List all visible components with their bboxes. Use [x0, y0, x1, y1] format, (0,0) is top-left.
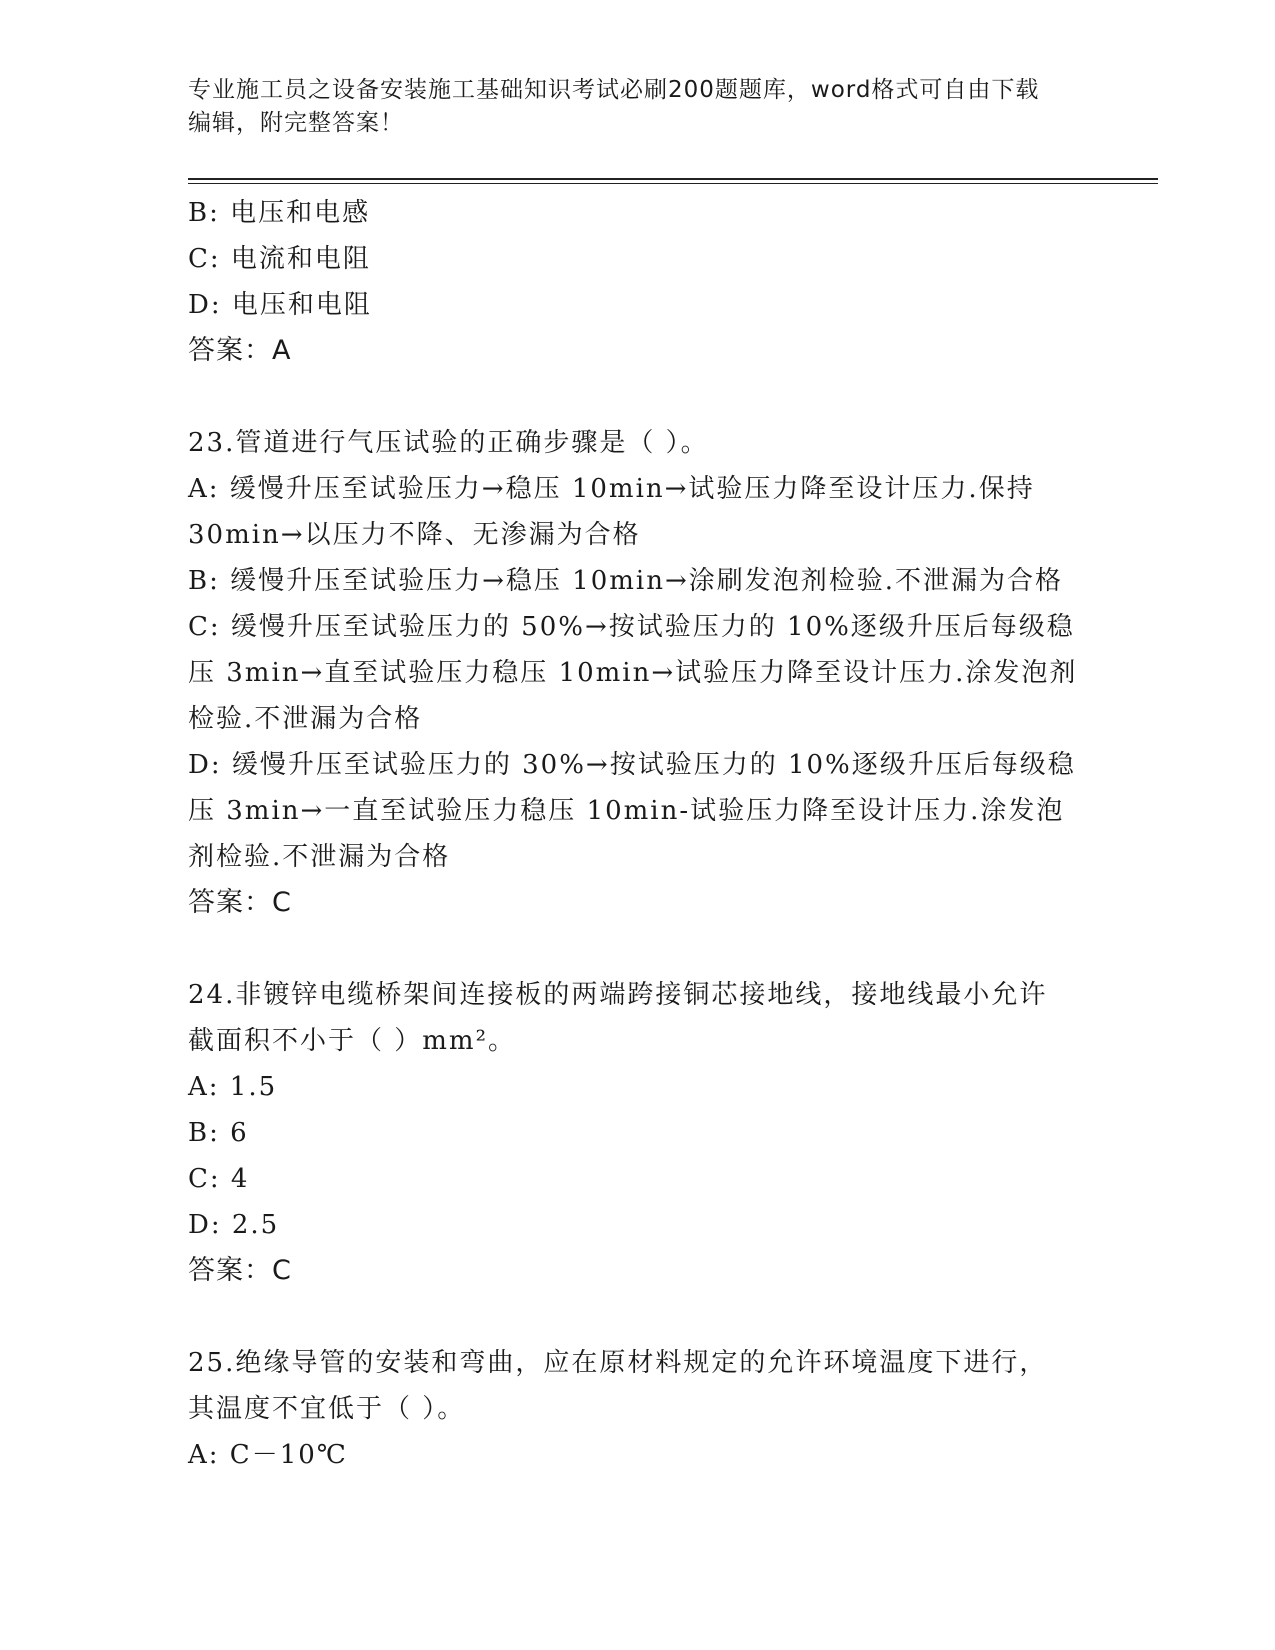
prev-question-options [188, 190, 1088, 328]
question-stem: 其温度不宜低于（ ）。 [188, 1394, 466, 1424]
document-header [188, 74, 1068, 140]
option-line: C: 缓慢升压至试验压力的 50%→按试验压力的 10%逐级升压后每级稳 [188, 612, 1075, 642]
question-content [188, 190, 1088, 1478]
page [188, 0, 1158, 140]
answer: 答案：C [188, 1255, 292, 1286]
option-b: B: 6 [188, 1118, 249, 1148]
header-divider-thick [188, 178, 1158, 180]
question-stem: 25.绝缘导管的安装和弯曲，应在原材料规定的允许环境温度下进行， [188, 1348, 1048, 1378]
option-line: 压 3min→直至试验压力稳压 10min→试验压力降至设计压力.涂发泡剂 [188, 658, 1078, 688]
question-stem: 截面积不小于（ ）mm²。 [188, 1026, 516, 1056]
option-line: 检验.不泄漏为合格 [188, 704, 423, 734]
question-24 [188, 972, 1088, 1294]
answer: 答案：C [188, 887, 292, 918]
option-line: 30min→以压力不降、无渗漏为合格 [188, 520, 641, 550]
question-stem: 23.管道进行气压试验的正确步骤是（ ）。 [188, 428, 709, 458]
option-d: D: 2.5 [188, 1210, 280, 1240]
option-a: A: 1.5 [188, 1072, 278, 1102]
option-line: A: 缓慢升压至试验压力→稳压 10min→试验压力降至设计压力.保持 [188, 474, 1035, 504]
header-line-2: 编辑，附完整答案！ [188, 110, 404, 136]
option-line: B: 缓慢升压至试验压力→稳压 10min→涂刷发泡剂检验.不泄漏为合格 [188, 566, 1064, 596]
question-23 [188, 420, 1088, 926]
prev-question-answer: 答案：A [188, 335, 292, 366]
option-line: 剂检验.不泄漏为合格 [188, 842, 451, 872]
option-c: C: 电流和电阻 [188, 244, 371, 274]
question-stem: 24.非镀锌电缆桥架间连接板的两端跨接铜芯接地线，接地线最小允许 [188, 980, 1048, 1010]
option-line: D: 缓慢升压至试验压力的 30%→按试验压力的 10%逐级升压后每级稳 [188, 750, 1076, 780]
question-25 [188, 1340, 1088, 1478]
header-line-1: 专业施工员之设备安装施工基础知识考试必刷200题题库，word格式可自由下载 [188, 77, 1040, 103]
header-divider-thin [188, 183, 1158, 184]
option-d: D: 电压和电阻 [188, 290, 372, 320]
option-c: C: 4 [188, 1164, 250, 1194]
option-line: 压 3min→一直至试验压力稳压 10min-试验压力降至设计压力.涂发泡 [188, 796, 1065, 826]
option-b: B: 电压和电感 [188, 198, 371, 228]
option-a: A: C－10℃ [188, 1440, 348, 1470]
